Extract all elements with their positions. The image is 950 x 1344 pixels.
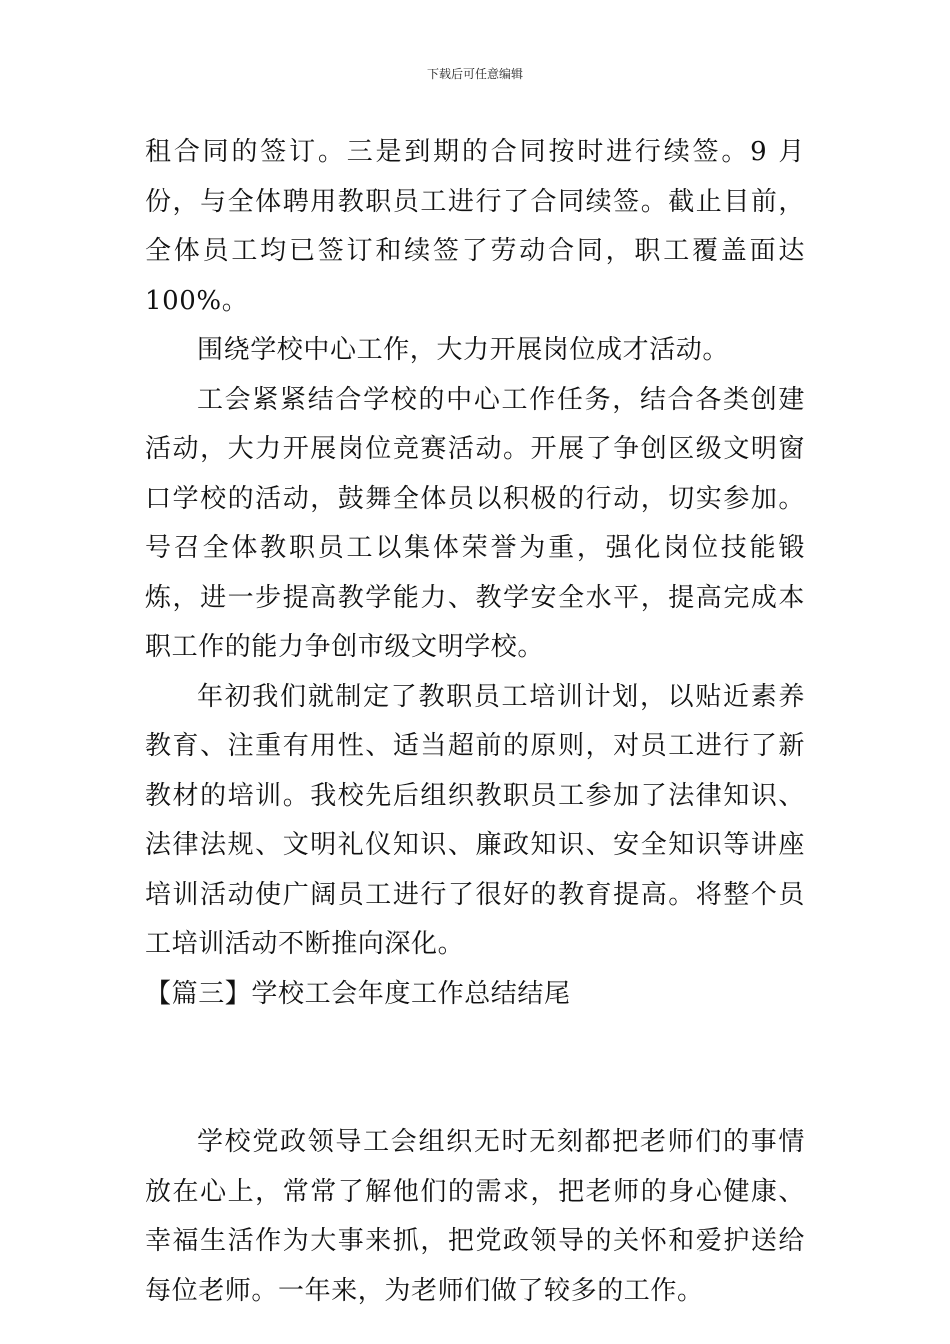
paragraph-leadership-care: 学校党政领导工会组织无时无刻都把老师们的事情放在心上，常常了解他们的需求，把老师的身心健康、幸福生活作为大事来抓，把党政领导的关怀和爱护送给每位老师。一年来，为老师们做了较多的工作。: [145, 1127, 805, 1306]
paragraph-post-activities-intro: 围绕学校中心工作，大力开展岗位成才活动。: [197, 335, 730, 365]
page-header: 下载后可任意编辑: [426, 67, 523, 81]
paragraph-post-competition: 工会紧紧结合学校的中心工作任务，结合各类创建活动，大力开展岗位竞赛活动。开展了争创区级文明窗口学校的活动，鼓舞全体员以积极的行动，切实参加。号召全体教职员工以集体荣誉为重，强化岗位技能锻炼，进一步提高教学能力、教学安全水平，提高完成本职工作的能力争创市级文明学校。: [145, 384, 805, 662]
section-heading: 【篇三】学校工会年度工作总结结尾: [145, 978, 571, 1009]
paragraph-contract-renewal: 租合同的签订。三是到期的合同按时进行续签。9 月份，与全体聘用教职员工进行了合同续签。截止目前，全体员工均已签订和续签了劳动合同，职工覆盖面达 100%。: [145, 137, 805, 316]
document-body: [145, 128, 805, 1316]
section-spacer: [145, 1019, 805, 1118]
paragraph-staff-training: 年初我们就制定了教职员工培训计划，以贴近素养教育、注重有用性、适当超前的原则，对员工进行了新教材的培训。我校先后组织教职员工参加了法律知识、法律法规、文明礼仪知识、廉政知识、安全知识等讲座培训活动使广阔员工进行了很好的教育提高。将整个员工培训活动不断推向深化。: [145, 681, 805, 959]
